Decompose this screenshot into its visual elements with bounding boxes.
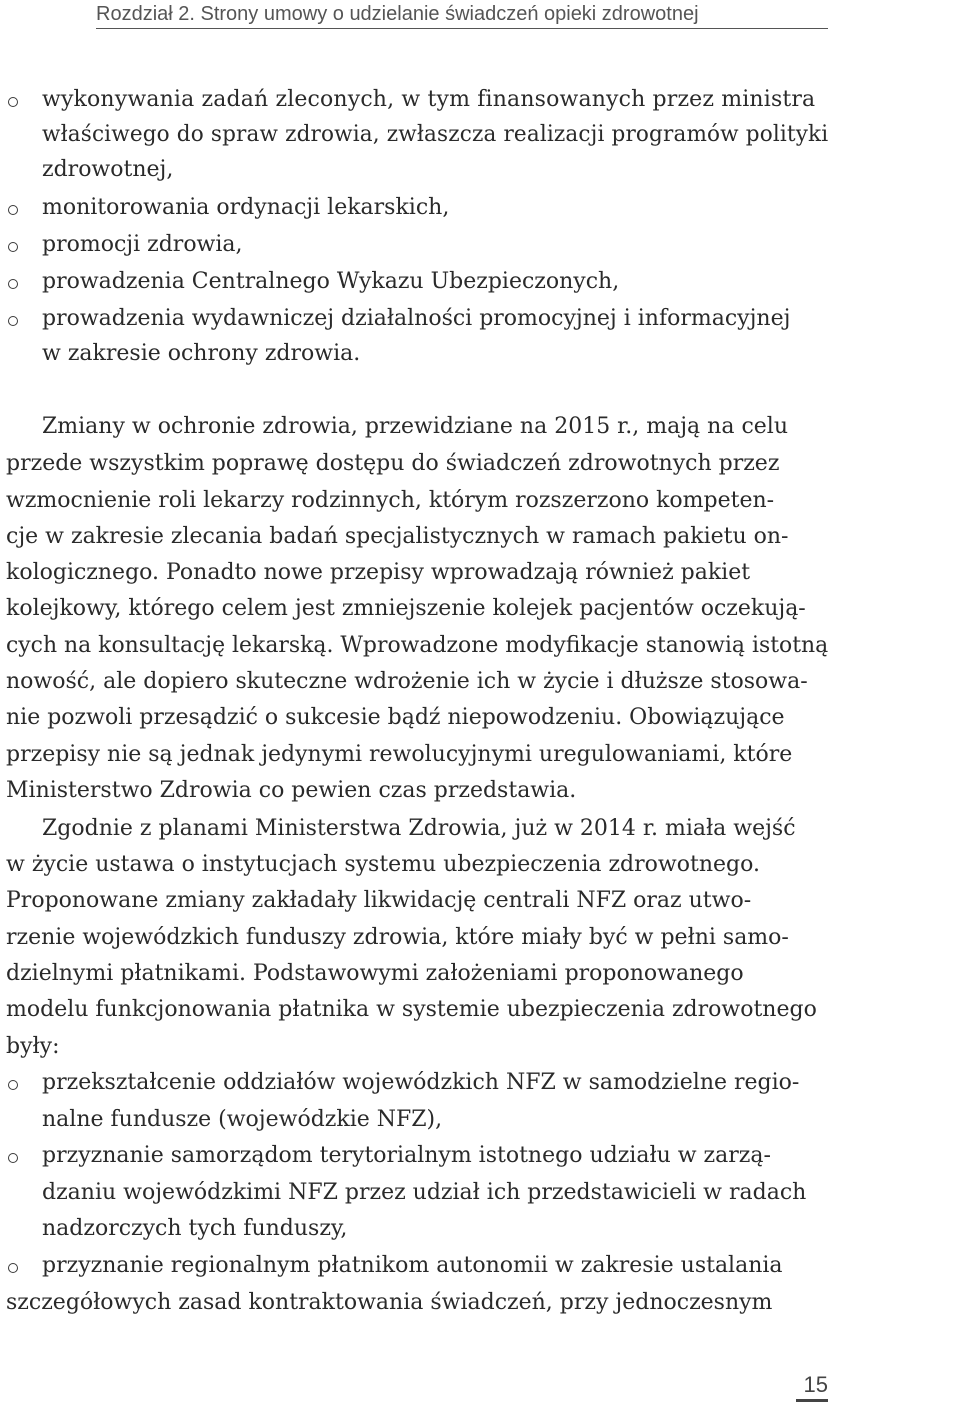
list-item-line: nadzorczych tych funduszy, xyxy=(42,1216,348,1241)
bullet-icon xyxy=(8,279,18,289)
list-item-line: nalne fundusze (wojewódzkie NFZ), xyxy=(42,1107,443,1132)
page-number: 15 xyxy=(796,1371,828,1402)
list-item-line: w zakresie ochrony zdrowia. xyxy=(42,341,361,366)
list-item-line: dzaniu wojewódzkimi NFZ przez udział ich przedstawicieli w radach xyxy=(42,1180,807,1205)
bullet-icon xyxy=(8,1080,18,1090)
bullet-icon xyxy=(8,242,18,252)
paragraph-line: cych na konsultację lekarską. Wprowadzone modyfikacje stanowią istotną xyxy=(6,633,829,658)
paragraph-line: modelu funkcjonowania płatnika w systemie ubezpieczenia zdrowotnego xyxy=(6,997,817,1022)
running-header: Rozdział 2. Strony umowy o udzielanie świadczeń opieki zdrowotnej xyxy=(96,2,828,29)
list-item-line: prowadzenia wydawniczej działalności promocyjnej i informacyjnej xyxy=(42,306,791,331)
paragraph-line: w życie ustawa o instytucjach systemu ubezpieczenia zdrowotnego. xyxy=(6,852,760,877)
bullet-icon xyxy=(8,316,18,326)
bullet-icon xyxy=(8,97,18,107)
paragraph-line: Ministerstwo Zdrowia co pewien czas przedstawia. xyxy=(6,778,577,803)
paragraph-line: cje w zakresie zlecania badań specjalistycznych w ramach pakietu on- xyxy=(6,524,789,549)
paragraph-line: rzenie wojewódzkich funduszy zdrowia, które miały być w pełni samo- xyxy=(6,925,789,950)
paragraph-line: Proponowane zmiany zakładały likwidację centrali NFZ oraz utwo- xyxy=(6,888,752,913)
list-item-line: zdrowotnej, xyxy=(42,157,174,182)
paragraph-line: wzmocnienie roli lekarzy rodzinnych, którym rozszerzono kompeten- xyxy=(6,488,775,513)
paragraph-line: były: xyxy=(6,1034,60,1059)
list-item-line: przyznanie samorządom terytorialnym istotnego udziału w zarzą- xyxy=(42,1143,771,1168)
paragraph-line: Zgodnie z planami Ministerstwa Zdrowia, już w 2014 r. miała wejść xyxy=(42,816,796,841)
list-item-line: szczegółowych zasad kontraktowania świadczeń, przy jednoczesnym xyxy=(6,1290,773,1315)
paragraph-line: Zmiany w ochronie zdrowia, przewidziane na 2015 r., mają na celu xyxy=(42,414,788,439)
list-item-line: wykonywania zadań zleconych, w tym finansowanych przez ministra xyxy=(42,87,816,112)
paragraph-line: kologicznego. Ponadto nowe przepisy wprowadzają również pakiet xyxy=(6,560,751,585)
list-item-line: monitorowania ordynacji lekarskich, xyxy=(42,195,450,220)
bullet-icon xyxy=(8,205,18,215)
paragraph-line: nie pozwoli przesądzić o sukcesie bądź niepowodzeniu. Obowiązujące xyxy=(6,705,785,730)
paragraph-line: przede wszystkim poprawę dostępu do świadczeń zdrowotnych przez xyxy=(6,451,780,476)
list-item-line: właściwego do spraw zdrowia, zwłaszcza realizacji programów polityki xyxy=(42,122,829,147)
bullet-icon xyxy=(8,1153,18,1163)
paragraph-line: dzielnymi płatnikami. Podstawowymi założeniami proponowanego xyxy=(6,961,744,986)
list-item-line: prowadzenia Centralnego Wykazu Ubezpieczonych, xyxy=(42,269,620,294)
paragraph-line: kolejkowy, którego celem jest zmniejszenie kolejek pacjentów oczekują- xyxy=(6,596,806,621)
list-item-line: przyznanie regionalnym płatnikom autonomii w zakresie ustalania xyxy=(42,1253,783,1278)
bullet-icon xyxy=(8,1263,18,1273)
list-item-line: przekształcenie oddziałów wojewódzkich NFZ w samodzielne regio- xyxy=(42,1070,800,1095)
paragraph-line: nowość, ale dopiero skuteczne wdrożenie ich w życie i dłuższe stosowa- xyxy=(6,669,808,694)
paragraph-line: przepisy nie są jednak jedynymi rewolucyjnymi uregulowaniami, które xyxy=(6,742,793,767)
list-item-line: promocji zdrowia, xyxy=(42,232,243,257)
